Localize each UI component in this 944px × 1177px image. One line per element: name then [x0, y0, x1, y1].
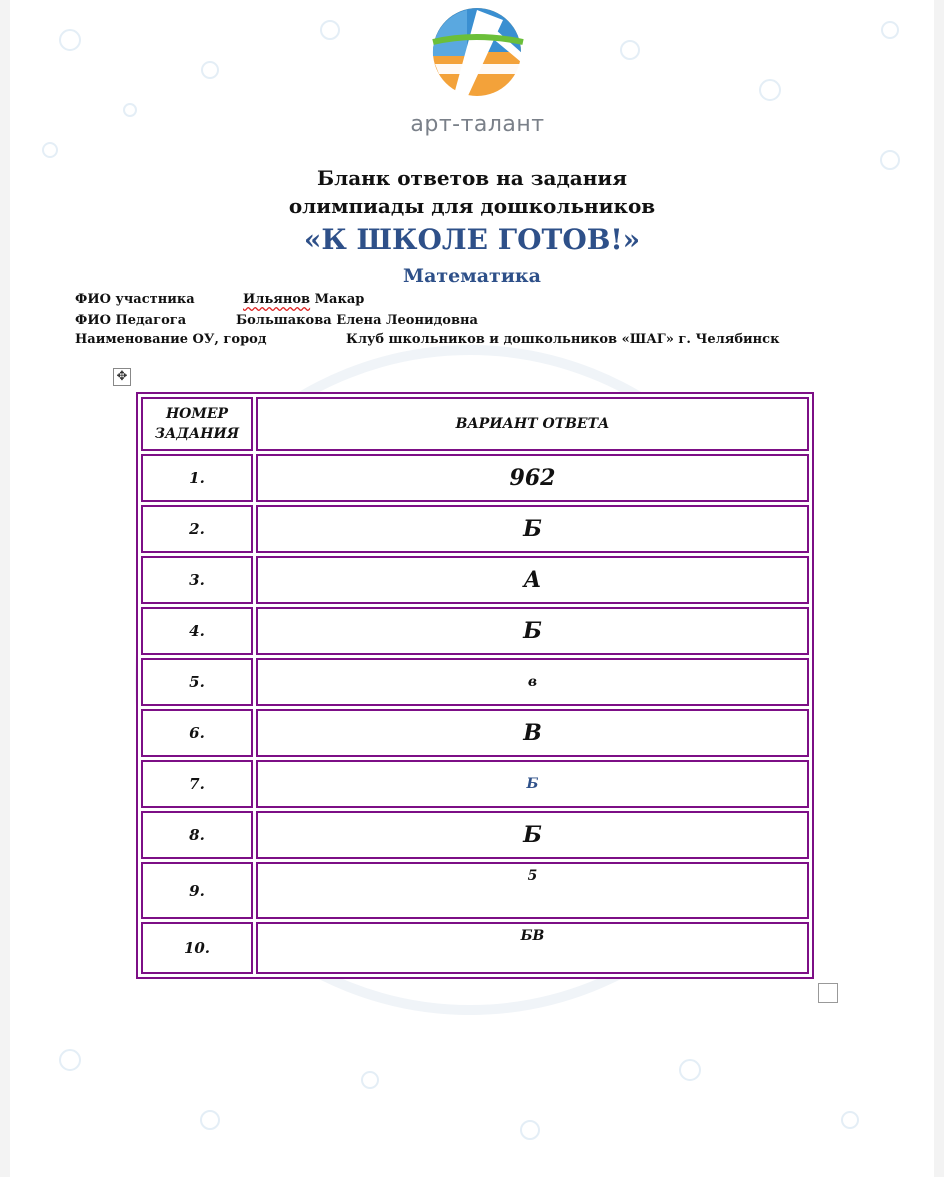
organization-value: Клуб школьников и дошкольников «ШАГ» г. Челябинск	[346, 332, 780, 347]
organization-label: Наименование ОУ, город	[75, 332, 267, 347]
answer-cell[interactable]: в	[256, 658, 809, 706]
task-number-cell: 6.	[141, 709, 253, 757]
olympiad-name: «К ШКОЛЕ ГОТОВ!»	[303, 223, 641, 256]
header-task-number-line2: ЗАДАНИЯ	[154, 426, 240, 442]
answer-cell[interactable]: А	[256, 556, 809, 604]
answer-cell[interactable]: БВ	[256, 922, 809, 974]
task-number-cell: 4.	[141, 607, 253, 655]
logo-text: арт-талант	[410, 112, 545, 137]
table-row	[141, 658, 809, 706]
header-task-number	[141, 397, 253, 451]
task-number-cell: 2.	[141, 505, 253, 553]
task-number-cell: 10.	[141, 922, 253, 974]
table-move-handle[interactable]	[113, 368, 131, 386]
task-number-cell: 8.	[141, 811, 253, 859]
table-row	[141, 505, 809, 553]
task-number-cell: 1.	[141, 454, 253, 502]
table-header-row	[141, 397, 809, 451]
task-number-cell: 3.	[141, 556, 253, 604]
answer-cell[interactable]: Б	[256, 811, 809, 859]
teacher-label: ФИО Педагога	[75, 313, 187, 328]
participant-name-label: ФИО участника	[75, 292, 195, 307]
table-row	[141, 811, 809, 859]
table-row	[141, 760, 809, 808]
form-title-line2: олимпиады для дошкольников	[288, 194, 656, 218]
answer-cell[interactable]: 5	[256, 862, 809, 919]
document-page	[10, 0, 934, 1177]
task-number-cell: 9.	[141, 862, 253, 919]
header-answer-variant: ВАРИАНТ ОТВЕТА	[256, 397, 809, 451]
move-arrows-icon: ✥	[116, 369, 128, 384]
task-number-cell: 5.	[141, 658, 253, 706]
answer-cell[interactable]: 962	[256, 454, 809, 502]
answer-cell[interactable]: В	[256, 709, 809, 757]
header-task-number-line1: НОМЕР	[165, 406, 229, 422]
teacher-value: Большакова Елена Леонидовна	[236, 313, 478, 328]
table-row	[141, 556, 809, 604]
table-row	[141, 709, 809, 757]
table-resize-handle[interactable]	[818, 983, 838, 1003]
art-talant-logo	[405, 2, 550, 140]
answer-cell[interactable]: Б	[256, 607, 809, 655]
participant-given-name: Макар	[314, 292, 365, 307]
table-row	[141, 607, 809, 655]
table-row	[141, 454, 809, 502]
table-row	[141, 862, 809, 919]
table-row	[141, 922, 809, 974]
task-number-cell: 7.	[141, 760, 253, 808]
answers-table	[136, 392, 814, 979]
participant-surname: Ильянов	[243, 292, 311, 307]
participant-name-value	[243, 292, 364, 307]
answer-cell[interactable]: Б	[256, 505, 809, 553]
form-title-line1: Бланк ответов на задания	[317, 166, 627, 190]
answer-cell[interactable]: Б	[256, 760, 809, 808]
art-talant-logo-icon	[405, 2, 550, 112]
subject-title: Математика	[403, 265, 541, 287]
